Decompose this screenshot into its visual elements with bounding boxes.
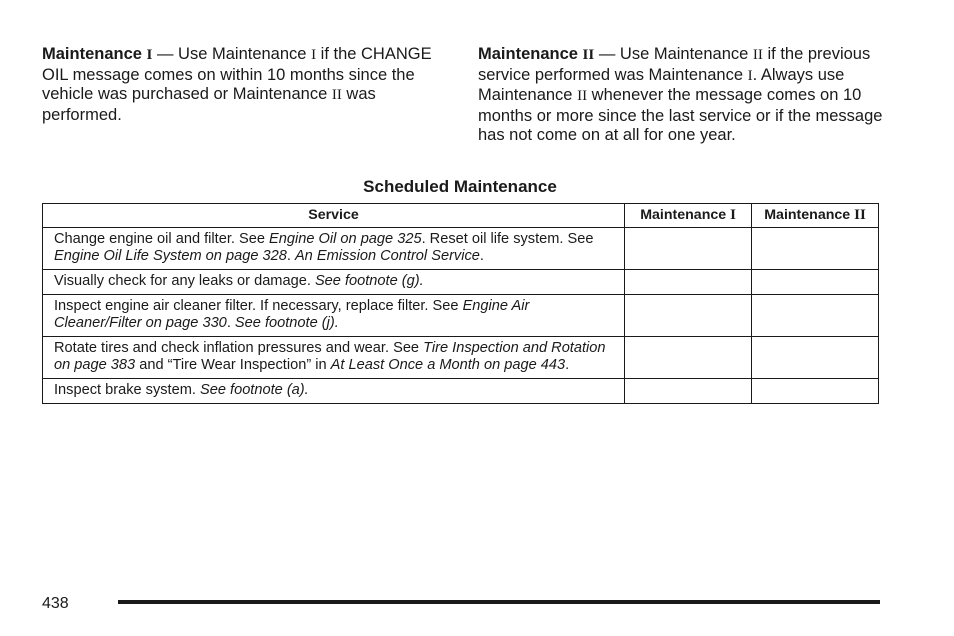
service-text: Inspect brake system. [54,382,200,398]
roman-numeral: I [311,47,317,63]
table-title: Scheduled Maintenance [363,177,557,196]
intro-right-heading: Maintenance [478,45,578,63]
intro-text: whenever the message comes on 10 months or more since the last service or if the message has not come on at all for one year. [478,86,883,145]
maintenance-ii-cell [752,379,879,404]
service-text: Visually check for any leaks or damage. [54,273,315,289]
service-text: Rotate tires and check inflation pressures and wear. See [54,340,424,356]
service-text: . [565,357,570,373]
header-m1-label: Maintenance [640,207,727,223]
roman-numeral: II [331,87,342,104]
page-number: 438 [42,595,69,612]
intro-text: if the CHANGE OIL message comes on within 10 months since the vehicle was purchased or Maintenance [42,45,432,104]
intro-left-heading: Maintenance [42,45,142,63]
maintenance-i-cell [625,379,752,404]
service-text: . [479,248,484,264]
maintenance-i-cell [625,228,752,270]
intro-right-numeral: II [582,47,595,63]
header-maintenance-ii [752,204,879,228]
maintenance-i-cell [625,295,752,337]
reference-text: Engine Oil on page 325 [269,231,422,247]
intro-text: was performed. [42,85,376,124]
maintenance-i-cell [625,270,752,295]
header-m2-label: Maintenance [764,207,851,223]
service-text: and “Tire Wear Inspection” in [135,357,331,373]
maintenance-ii-cell [752,270,879,295]
service-cell [43,270,625,295]
reference-text: At Least Once a Month on page 443 [330,357,566,373]
table-row [43,337,879,379]
maintenance-ii-cell [752,228,879,270]
intro-text: if the previous service performed was Maintenance [478,45,871,84]
service-cell [43,379,625,404]
roman-numeral: II [577,88,588,105]
intro-text: . Always use Maintenance [478,65,845,105]
header-m1-numeral: I [730,207,736,223]
reference-text: See footnote (g). [314,273,424,289]
reference-text: An Emission Control Service [294,248,480,264]
maintenance-i-cell [625,337,752,379]
table-row [43,270,879,295]
service-text: . Reset oil life system. See [421,231,594,247]
roman-numeral: I [747,67,753,84]
table-row [43,379,879,404]
intro-text: — Use Maintenance [594,45,753,63]
reference-text: See footnote (a). [200,382,309,398]
service-text: . [226,315,235,331]
service-text: Inspect engine air cleaner filter. If necessary, replace filter. See [54,298,463,314]
reference-text: See footnote (j). [234,315,339,331]
service-cell [43,337,625,379]
intro-maintenance-i [42,45,442,125]
roman-numeral: II [752,47,763,63]
scheduled-maintenance-table [42,203,879,404]
service-cell [43,228,625,270]
intro-text: — Use Maintenance [152,45,312,63]
table-row [43,228,879,270]
intro-maintenance-ii [478,45,888,146]
service-text: . [286,248,295,264]
reference-text: Engine Oil Life System on page 328 [54,248,287,264]
service-cell [43,295,625,337]
reference-text: Engine Air Cleaner/Filter on page 330 [54,298,530,331]
service-text: Change engine oil and filter. See [54,231,270,247]
maintenance-ii-cell [752,337,879,379]
table-header-row [43,204,879,228]
header-m2-numeral: II [854,207,866,223]
footer-rule [118,600,880,604]
intro-left-numeral: I [146,47,153,63]
reference-text: Tire Inspection and Rotation on page 383 [54,340,606,373]
table-row [43,295,879,337]
maintenance-ii-cell [752,295,879,337]
header-service: Service [43,204,625,228]
header-maintenance-i [625,204,752,228]
